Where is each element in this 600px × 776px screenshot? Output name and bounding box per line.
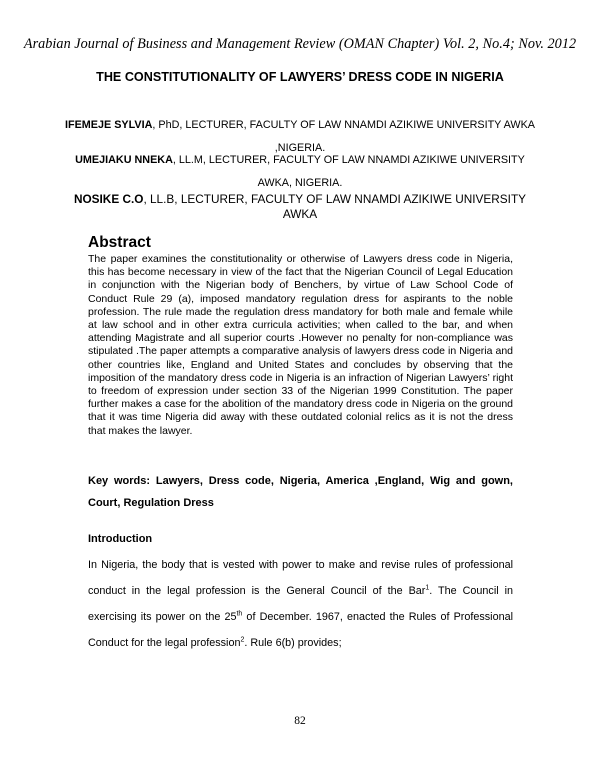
intro-text-1: In Nigeria, the body that is vested with power to make and revise rules of professional conduct in the legal profession is the General Council of the Bar [88, 559, 513, 597]
author-2-details: , LL.M, LECTURER, FACULTY OF LAW NNAMDI AZIKIWE UNIVERSITY AWKA, NIGERIA. [172, 154, 525, 189]
introduction-body [88, 552, 513, 656]
author-2-name: UMEJIAKU NNEKA [75, 154, 173, 166]
introduction-heading: Introduction [88, 533, 153, 545]
author-3-details: , LL.B, LECTURER, FACULTY OF LAW NNAMDI AZIKIWE UNIVERSITY AWKA [143, 192, 527, 221]
ordinal-suffix: th [236, 610, 243, 618]
abstract-heading: Abstract [88, 234, 151, 251]
keywords: Key words: Lawyers, Dress code, Nigeria, America ,England, Wig and gown, Court, Regulation Dress [88, 475, 513, 509]
journal-header: Arabian Journal of Business and Management Review (OMAN Chapter) Vol. 2, No.4; Nov. 2012 [23, 36, 577, 52]
page-number: 82 [294, 715, 306, 727]
intro-text-3: of December. 1967, enacted the Rules of Professional Conduct for the legal profession [88, 611, 513, 649]
abstract-body: The paper examines the constitutionality or otherwise of Lawyers dress code in Nigeria, this has become necessary in view of the fact that the Nigerian Council of Legal Education in conjunction with the Nigerian body of Benchers, by virtue of Law School Code of Conduct Rule 29 (a), imposed mandatory regulation dress for aspirants to the noble profession. The rule made the regulation dress mandatory for both male and female while at law school and in other extra curricula activities; when called to the bar, and when attending Magistrate and all superior courts .However no penalty for non-compliance was stipulated .The paper attempts a comparative analysis of lawyers dress code in Nigeria and other countries like, England and United States and concludes by observing that the imposition of the mandatory dress code in Nigeria is an infraction of Nigerian Lawyers’ right to freedom of expression under section 33 of the Nigerian 1999 Constitution. The paper further makes a case for the abolition of the mandatory dress code in Nigeria on the ground that it was time Nigeria did away with these outdated colonial relics as it is not the dress that makes the lawyer. [88, 253, 513, 437]
author-3-name: NOSIKE C.O [73, 192, 144, 206]
author-1-details: , PhD, LECTURER, FACULTY OF LAW NNAMDI AZIKIWE UNIVERSITY AWKA ,NIGERIA. [152, 119, 535, 154]
footnote-ref-2[interactable]: 2 [240, 636, 245, 644]
intro-text-4: . Rule 6(b) provides; [244, 637, 342, 649]
author-3 [60, 192, 540, 222]
footnote-ref-1[interactable]: 1 [425, 584, 430, 592]
intro-text-2: . The Council in exercising its power on the 25 [88, 585, 513, 623]
author-1-name: IFEMEJE SYLVIA [65, 119, 153, 131]
author-2 [60, 149, 540, 195]
paper-title: THE CONSTITUTIONALITY OF LAWYERS’ DRESS CODE IN NIGERIA [96, 70, 504, 84]
